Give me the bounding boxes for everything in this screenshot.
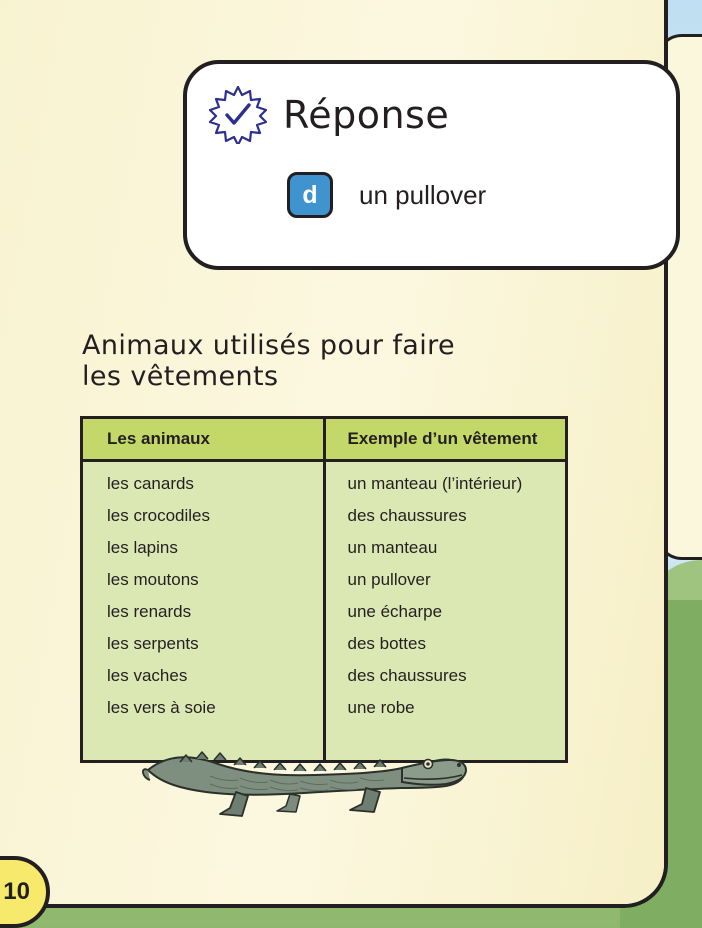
table-row [83, 500, 565, 532]
cell-garment: des chaussures [324, 500, 565, 532]
cell-garment: un manteau (l’intérieur) [324, 461, 565, 501]
answer-title: Réponse [283, 93, 450, 137]
table-header-row [83, 419, 565, 461]
cell-animal: les vaches [83, 660, 324, 692]
cell-garment: un manteau [324, 532, 565, 564]
table-head [83, 419, 565, 461]
cell-animal: les crocodiles [83, 500, 324, 532]
section-heading [82, 330, 552, 392]
page-number: 10 [3, 878, 30, 905]
cell-garment: une écharpe [324, 596, 565, 628]
table-row [83, 628, 565, 660]
section-heading-line2: les vêtements [82, 361, 279, 392]
cell-animal: les canards [83, 461, 324, 501]
answer-choice-letter: d [287, 172, 333, 218]
table-row [83, 564, 565, 596]
check-starburst-icon [209, 86, 267, 144]
cell-animal: les lapins [83, 532, 324, 564]
section-heading-line1: Animaux utilisés pour faire [82, 330, 456, 361]
table-row [83, 461, 565, 501]
table [83, 419, 565, 760]
answer-choice-row [287, 172, 486, 218]
cell-animal: les serpents [83, 628, 324, 660]
cell-garment: un pullover [324, 564, 565, 596]
cell-garment: des chaussures [324, 660, 565, 692]
answer-panel [183, 60, 680, 270]
cell-animal: les vers à soie [83, 692, 324, 724]
crocodile-illustration [140, 718, 470, 818]
animals-clothing-table [80, 416, 568, 763]
cell-garment: une robe [324, 692, 565, 724]
table-row [83, 660, 565, 692]
cell-animal: les moutons [83, 564, 324, 596]
table-header-animaux: Les animaux [83, 419, 324, 461]
answer-choice-text: un pullover [359, 179, 487, 210]
table-row [83, 532, 565, 564]
cell-animal: les renards [83, 596, 324, 628]
table-header-vetement: Exemple d’un vêtement [324, 419, 565, 461]
table-body [83, 461, 565, 761]
cell-garment: des bottes [324, 628, 565, 660]
table-row [83, 596, 565, 628]
answer-panel-header [209, 86, 449, 144]
